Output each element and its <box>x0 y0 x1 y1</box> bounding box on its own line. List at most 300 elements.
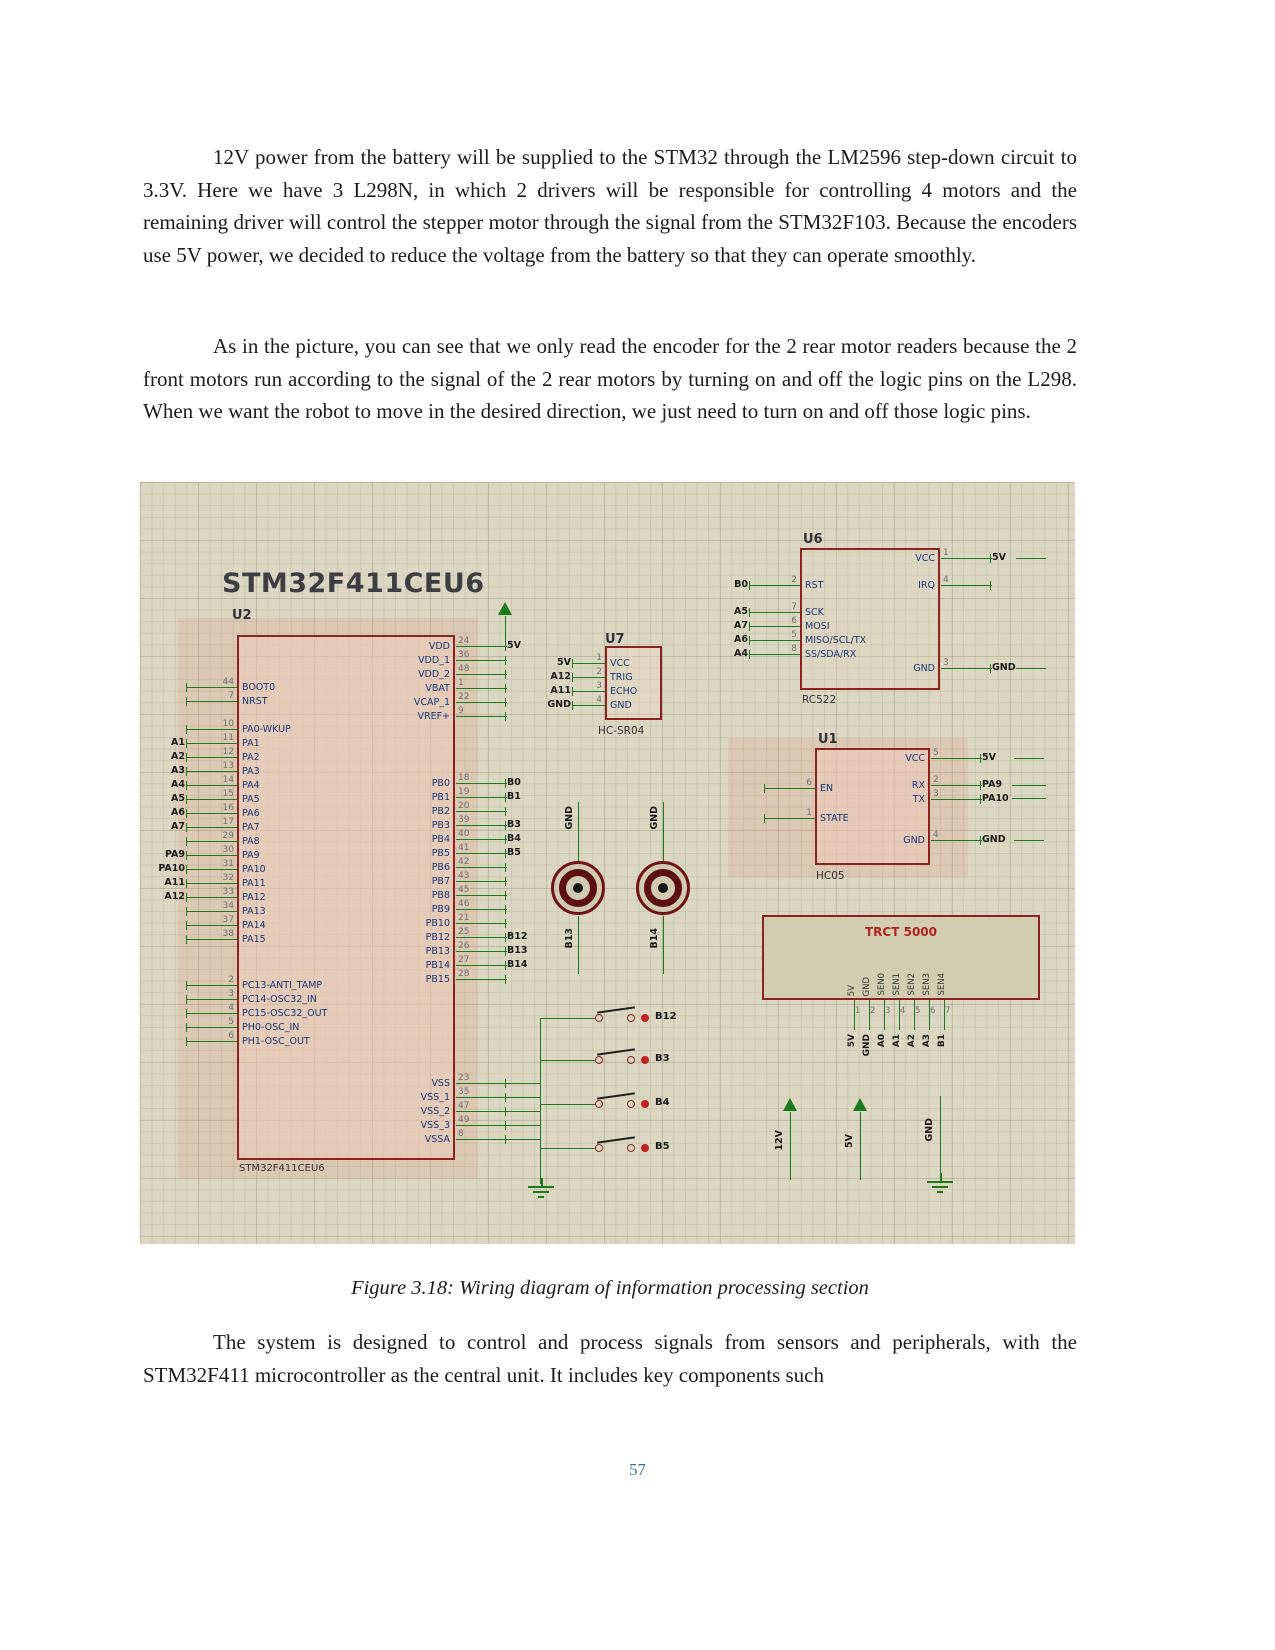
pin-number: 25 <box>458 927 470 937</box>
pin-name: TRIG <box>610 671 633 683</box>
pin-row <box>149 1003 328 1020</box>
pin-row <box>395 1101 551 1118</box>
net-label: A7 <box>734 620 748 631</box>
net-label: 5V <box>507 640 521 651</box>
u1-left-state <box>727 808 849 825</box>
pin-row <box>395 692 551 709</box>
motor2-net-label: B14 <box>649 928 660 949</box>
pin-number: 9 <box>458 706 464 716</box>
pin-number: 4 <box>228 1003 234 1013</box>
switch-lever <box>597 1092 635 1099</box>
pin-row <box>395 1073 551 1090</box>
net-label: 5V <box>557 657 571 668</box>
switch-terminal <box>627 1100 635 1108</box>
pin-number: 6 <box>791 616 797 626</box>
pin-row <box>870 789 1026 806</box>
pin-wire <box>571 695 605 712</box>
switch-net-label: B4 <box>655 1097 670 1108</box>
pin-number: 46 <box>458 899 470 909</box>
pin-name: PA7 <box>242 821 260 833</box>
pin-name: PC13-ANTI_TAMP <box>242 979 323 991</box>
power-arrow-5v2-icon <box>853 1098 867 1111</box>
net-label: A4 <box>171 779 185 790</box>
motor-b14 <box>636 861 690 915</box>
pin-number: 26 <box>458 941 470 951</box>
u6-part-label: RC522 <box>802 694 837 706</box>
pin-number: 2 <box>596 667 602 677</box>
trct-pin-label: SEN2 <box>907 973 917 996</box>
trct-net-labels <box>847 1034 953 1078</box>
pin-number: 22 <box>458 692 470 702</box>
pin-name: PB8 <box>431 889 450 901</box>
switch-dot <box>641 1014 649 1022</box>
net-label: PA10 <box>158 863 185 874</box>
pin-name: PA13 <box>242 905 266 917</box>
pin-number: 4 <box>943 575 949 585</box>
pin-number: 3 <box>943 658 949 668</box>
pin-name: PC15-OSC32_OUT <box>242 1007 328 1019</box>
switch-terminal <box>595 1056 603 1064</box>
pin-number: 7 <box>791 602 797 612</box>
switch-lever <box>597 1006 635 1013</box>
switch-terminal <box>595 1014 603 1022</box>
pin-row <box>149 873 291 890</box>
net-label: 5V <box>992 552 1006 563</box>
pin-number: 1 <box>806 808 812 818</box>
pin-row <box>727 808 849 825</box>
net-label: A4 <box>734 648 748 659</box>
pin-name: VDD_1 <box>418 654 450 666</box>
motor2-gnd-label: GND <box>649 806 660 830</box>
paragraph-2: As in the picture, you can see that we only read the encoder for the 2 rear motor readers because the 2 front motors run according to the signal of the 2 rear motors by turning on and off the logic pins on the L298. When we want the robot to move in the desired direction, we just need to turn on and off those logic pins. <box>143 334 1077 423</box>
trct-pin-label: SEN1 <box>892 973 902 996</box>
pin-number: 3 <box>228 989 234 999</box>
pin-name: PB7 <box>431 875 450 887</box>
pin-name: VDD <box>428 640 450 652</box>
switch-dot <box>641 1056 649 1064</box>
pin-name: PB3 <box>431 819 450 831</box>
power-arrow-5v-icon <box>498 602 512 615</box>
u6-ref: U6 <box>803 532 823 547</box>
pin-row <box>149 733 291 750</box>
pin-wire <box>185 1031 237 1048</box>
pin-row <box>149 803 291 820</box>
net-label: A3 <box>171 765 185 776</box>
pin-row <box>535 667 637 684</box>
wire <box>860 1112 861 1180</box>
pin-number: 18 <box>458 773 470 783</box>
net-label: B1 <box>507 791 521 802</box>
pin-row <box>149 845 291 862</box>
net-label: A7 <box>171 821 185 832</box>
wire <box>663 916 664 974</box>
pin-name: VSS_2 <box>420 1105 450 1117</box>
pin-name: PB13 <box>425 945 450 957</box>
pin-number: 45 <box>458 885 470 895</box>
net-label: A6 <box>734 634 748 645</box>
pin-row <box>395 871 551 888</box>
switch-dot <box>641 1144 649 1152</box>
pin-row <box>149 929 291 946</box>
u2-pc-pins <box>149 975 328 1048</box>
pin-number: 6 <box>806 778 812 788</box>
push-button-b5 <box>593 1134 713 1162</box>
net-label: B14 <box>507 959 528 970</box>
trct-pin-number: 7 <box>945 1006 951 1016</box>
pin-wire <box>455 706 507 723</box>
pin-name: VCAP_1 <box>413 696 450 708</box>
pin-number: 30 <box>222 845 234 855</box>
pin-name: VREF+ <box>417 710 450 722</box>
pin-number: 37 <box>222 915 234 925</box>
pin-number: 19 <box>458 787 470 797</box>
pin-wire <box>185 929 237 946</box>
pin-row <box>395 787 551 804</box>
pin-row <box>395 843 551 860</box>
page-number: 57 <box>629 1460 646 1479</box>
pin-number: 1 <box>596 653 602 663</box>
pin-row <box>870 748 1026 765</box>
pin-row <box>712 575 824 592</box>
pin-row <box>149 775 291 792</box>
trct-pin-numbers <box>847 1006 953 1016</box>
pin-row <box>395 955 551 972</box>
pin-row <box>395 678 551 695</box>
trct-label: TRCT 5000 <box>865 925 937 939</box>
pin-name: VSSA <box>424 1133 450 1145</box>
pin-name: VCC <box>915 552 935 564</box>
net-label: A2 <box>171 751 185 762</box>
rail-gnd-label: GND <box>924 1118 935 1142</box>
pin-number: 35 <box>458 1087 470 1097</box>
pin-row <box>880 658 1036 675</box>
pin-name: VSS <box>431 1077 450 1089</box>
wire <box>940 1096 941 1178</box>
push-button-b3 <box>593 1046 713 1074</box>
u1-right-gnd <box>870 830 1026 847</box>
rail-12v-label: 12V <box>774 1130 785 1151</box>
wire <box>540 1018 595 1019</box>
push-button-b12 <box>593 1004 713 1032</box>
pin-row <box>149 719 291 736</box>
u2-pb-pins <box>395 773 551 986</box>
pin-name: GND <box>610 699 632 711</box>
pin-number: 5 <box>791 630 797 640</box>
u6-right-irq <box>880 575 1036 592</box>
pin-name: PH0-OSC_IN <box>242 1021 300 1033</box>
pin-name: VSS_1 <box>420 1091 450 1103</box>
pin-row <box>712 644 866 661</box>
pin-name: PA0-WKUP <box>242 723 291 735</box>
trct-net-label: 5V <box>847 1034 857 1048</box>
pin-number: 11 <box>222 733 234 743</box>
pin-name: MOSI <box>805 620 830 632</box>
u6-right-gnd <box>880 658 1036 675</box>
pin-name: PA9 <box>242 849 260 861</box>
net-label: B4 <box>507 833 521 844</box>
pin-row <box>149 761 291 778</box>
net-label: 5V <box>982 752 996 763</box>
net-label: A12 <box>164 891 185 902</box>
pin-number: 3 <box>596 681 602 691</box>
pin-row <box>149 789 291 806</box>
pin-name: PA11 <box>242 877 266 889</box>
pin-row <box>149 915 291 932</box>
pin-number: 3 <box>933 789 939 799</box>
pin-number: 4 <box>596 695 602 705</box>
pin-name: RST <box>805 579 824 591</box>
pin-row <box>870 775 1026 792</box>
trct-pin-label: SEN0 <box>877 973 887 996</box>
pin-row <box>149 989 327 1006</box>
pin-number: 32 <box>222 873 234 883</box>
pin-number: 33 <box>222 887 234 897</box>
pin-name: PA10 <box>242 863 266 875</box>
pin-name: GND <box>913 662 935 674</box>
wire <box>663 802 664 861</box>
wire <box>578 802 579 861</box>
switch-net-label: B12 <box>655 1011 677 1022</box>
pin-row <box>535 681 638 698</box>
pin-row <box>149 1017 327 1034</box>
pin-row <box>712 630 867 647</box>
pin-row <box>395 913 551 930</box>
pin-row <box>535 695 637 712</box>
pin-number: 43 <box>458 871 470 881</box>
pin-row <box>395 636 551 653</box>
pin-row <box>149 817 291 834</box>
pin-wire <box>940 575 992 592</box>
u7-part-label: HC-SR04 <box>598 725 645 737</box>
pin-wire <box>748 644 800 661</box>
pin-row <box>149 691 275 708</box>
push-button-b4 <box>593 1090 713 1118</box>
u2-vss-pins <box>395 1073 551 1146</box>
pin-row <box>395 857 551 874</box>
net-label: B13 <box>507 945 528 956</box>
net-label: A1 <box>171 737 185 748</box>
pin-number: 4 <box>933 830 939 840</box>
pin-name: MISO/SCL/TX <box>805 634 867 646</box>
pin-number: 7 <box>228 691 234 701</box>
pin-row <box>395 1129 551 1146</box>
switch-terminal <box>595 1144 603 1152</box>
pin-name: PB2 <box>431 805 450 817</box>
pin-row <box>395 941 551 958</box>
pin-name: ECHO <box>610 685 638 697</box>
u1-part-label: HC05 <box>816 870 845 882</box>
trct-pin-label: SEN4 <box>937 973 947 996</box>
pin-name: VCC <box>610 657 630 669</box>
net-label: PA9 <box>982 779 1003 790</box>
pin-name: PC14-OSC32_IN <box>242 993 318 1005</box>
pin-row <box>149 1031 327 1048</box>
pin-row <box>149 901 291 918</box>
pin-row <box>149 975 327 992</box>
pin-wire <box>748 575 800 592</box>
net-label: A12 <box>550 671 571 682</box>
pin-number: 2 <box>791 575 797 585</box>
pin-row <box>712 616 866 633</box>
pin-name: PA2 <box>242 751 260 763</box>
pin-name: PB9 <box>431 903 450 915</box>
figure-caption: Figure 3.18: Wiring diagram of information processing section <box>351 1277 869 1299</box>
pin-number: 13 <box>222 761 234 771</box>
trct-pin-number: 3 <box>885 1006 891 1016</box>
pin-number: 41 <box>458 843 470 853</box>
pin-number: 1 <box>458 678 464 688</box>
pin-number: 48 <box>458 664 470 674</box>
pin-row <box>149 747 291 764</box>
pin-row <box>149 859 291 876</box>
pin-name: STATE <box>820 812 849 824</box>
pin-wire <box>930 748 982 765</box>
pin-name: PA14 <box>242 919 266 931</box>
pin-name: SCK <box>805 606 824 618</box>
pin-number: 31 <box>222 859 234 869</box>
pin-row <box>535 653 637 670</box>
pin-row <box>395 801 551 818</box>
trct-net-label: A1 <box>892 1034 902 1048</box>
switch-terminal <box>627 1056 635 1064</box>
net-label: GND <box>992 662 1016 673</box>
pin-number: 49 <box>458 1115 470 1125</box>
trct-pin-label: SEN3 <box>922 973 932 996</box>
paragraph-1: 12V power from the battery will be supplied to the STM32 through the LM2596 step-down circuit to 3.3V. Here we have 3 L298N, in which 2 drivers will be responsible for controlling 4 motors and the remaining driver will control the stepper motor through the signal from the STM32F103. Because the encoders use 5V power, we decided to reduce the voltage from the battery so that they can operate smoothly. <box>143 145 1077 267</box>
pin-number: 34 <box>222 901 234 911</box>
u1-ref: U1 <box>818 732 838 747</box>
trct-pin-label: 5V <box>847 984 857 996</box>
net-label: B12 <box>507 931 528 942</box>
motor-b13 <box>551 861 605 915</box>
pin-number: 47 <box>458 1101 470 1111</box>
pin-number: 21 <box>458 913 470 923</box>
pin-number: 2 <box>228 975 234 985</box>
wire <box>540 1060 595 1061</box>
u7-ref: U7 <box>605 632 625 647</box>
pin-name: PB5 <box>431 847 450 859</box>
pin-wire <box>940 548 992 565</box>
pin-row <box>712 602 866 619</box>
u6-left-pins-a <box>712 575 824 592</box>
wire <box>790 1112 791 1180</box>
pin-name: VDD_2 <box>418 668 450 680</box>
pin-wire <box>763 808 815 825</box>
pin-name: TX <box>912 793 925 805</box>
pin-row <box>395 927 551 944</box>
trct-pin-number: 5 <box>915 1006 921 1016</box>
trct-pin-number: 1 <box>855 1006 861 1016</box>
pin-row <box>395 773 551 790</box>
pin-name: PB12 <box>425 931 450 943</box>
pin-name: PB14 <box>425 959 450 971</box>
pin-row <box>395 706 551 723</box>
pin-name: PA4 <box>242 779 260 791</box>
pin-number: 42 <box>458 857 470 867</box>
pin-number: 38 <box>222 929 234 939</box>
net-label: B0 <box>507 777 521 788</box>
switch-lever <box>597 1136 635 1143</box>
pin-number: 5 <box>933 748 939 758</box>
pin-wire <box>763 778 815 795</box>
pin-row <box>880 548 1036 565</box>
pin-number: 5 <box>228 1017 234 1027</box>
pin-name: PB10 <box>425 917 450 929</box>
pin-wire <box>940 658 992 675</box>
pin-row <box>395 664 551 681</box>
pin-number: 10 <box>222 719 234 729</box>
net-label: B5 <box>507 847 521 858</box>
pin-row <box>395 1087 551 1104</box>
trct-net-label: A0 <box>877 1034 887 1048</box>
net-label: A5 <box>171 793 185 804</box>
pin-name: BOOT0 <box>242 681 276 693</box>
pin-name: VSS_3 <box>420 1119 450 1131</box>
net-label: A11 <box>550 685 571 696</box>
pin-number: 8 <box>458 1129 464 1139</box>
trct-pin-number: 4 <box>900 1006 906 1016</box>
pin-name: PA5 <box>242 793 260 805</box>
pin-number: 12 <box>222 747 234 757</box>
u2-topleft-pins <box>149 677 276 708</box>
ground-symbol-icon <box>528 1184 554 1200</box>
pin-row <box>395 815 551 832</box>
trct-net-label: GND <box>862 1034 872 1057</box>
switch-terminal <box>627 1014 635 1022</box>
net-label: B3 <box>507 819 521 830</box>
pin-number: 1 <box>943 548 949 558</box>
u2-title: STM32F411CEU6 <box>222 568 485 599</box>
rail-5v-label: 5V <box>844 1134 855 1148</box>
pin-number: 2 <box>933 775 939 785</box>
pin-row <box>395 885 551 902</box>
net-label: A5 <box>734 606 748 617</box>
switch-lever <box>597 1048 635 1055</box>
trct-pin-labels <box>847 938 953 996</box>
trct-pin-number: 2 <box>870 1006 876 1016</box>
pin-row <box>727 778 834 795</box>
pin-number: 15 <box>222 789 234 799</box>
pin-row <box>395 969 551 986</box>
pin-number: 39 <box>458 815 470 825</box>
wire <box>540 1148 595 1149</box>
pin-name: PB6 <box>431 861 450 873</box>
u1-chip-body <box>815 748 930 865</box>
pin-number: 24 <box>458 636 470 646</box>
pin-name: EN <box>820 782 834 794</box>
u2-vdd-pins <box>395 636 551 723</box>
pin-name: RX <box>911 779 925 791</box>
pin-row <box>149 887 291 904</box>
pin-wire <box>455 969 507 986</box>
pin-row <box>870 830 1026 847</box>
pin-wire <box>930 789 982 806</box>
trct-net-label: B1 <box>937 1034 947 1048</box>
pin-name: SS/SDA/RX <box>805 648 857 660</box>
motor1-gnd-label: GND <box>564 806 575 830</box>
u2-ref: U2 <box>232 608 252 623</box>
net-label: GND <box>547 699 571 710</box>
schematic-figure <box>140 482 1075 1244</box>
pin-number: 14 <box>222 775 234 785</box>
pin-name: VCC <box>905 752 925 764</box>
pin-name: PH1-OSC_OUT <box>242 1035 310 1047</box>
pin-name: GND <box>903 834 925 846</box>
pin-wire <box>185 691 237 708</box>
net-label: PA10 <box>982 793 1009 804</box>
net-label: GND <box>982 834 1006 845</box>
u1-right-vcc <box>870 748 1026 765</box>
